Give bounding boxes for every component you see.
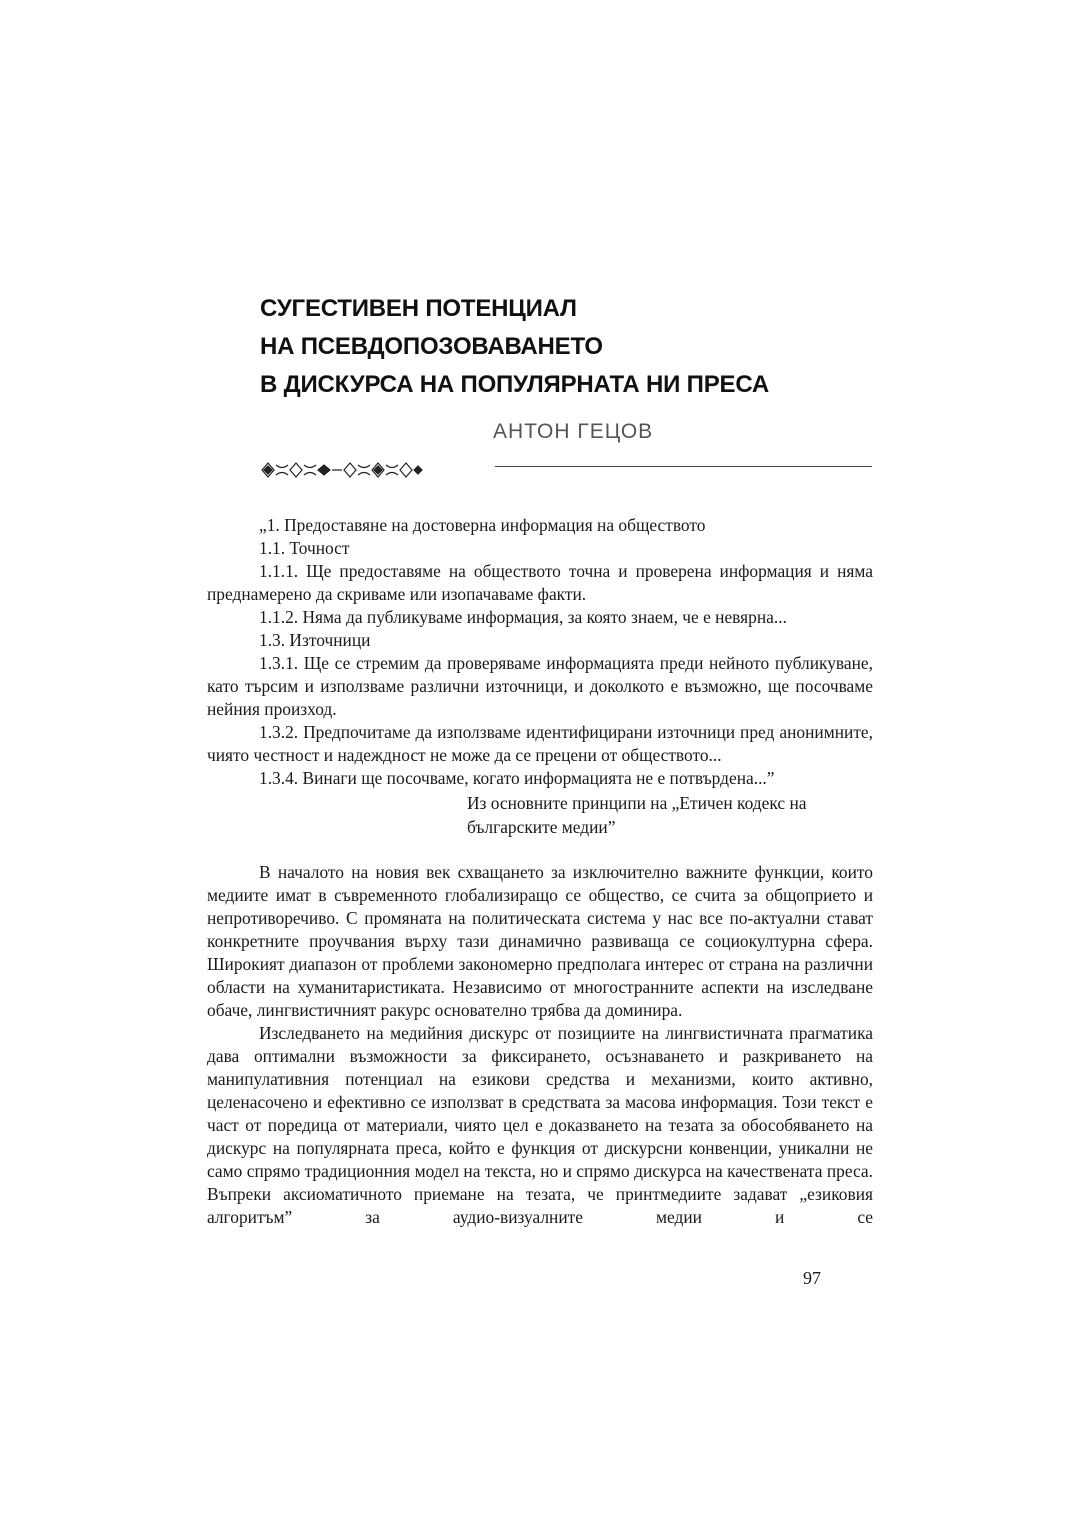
epigraph-line: „1. Предоставяне на достоверна информация на обществото <box>259 515 706 535</box>
decorative-ornament-icon <box>260 457 425 483</box>
attribution-line: българските медии” <box>467 817 616 837</box>
article-title <box>260 290 900 404</box>
epigraph-line: 1.3. Източници <box>259 630 371 650</box>
epigraph-line: 1.1.2. Няма да публикуваме информация, за която знаем, че е невярна... <box>259 607 787 627</box>
epigraph <box>207 514 873 790</box>
epigraph-line: 1.1. Точност <box>259 538 350 558</box>
title-line: В ДИСКУРСА НА ПОПУЛЯРНАТА НИ ПРЕСА <box>260 371 770 398</box>
epigraph-line: 1.3.2. Предпочитаме да използваме идентифицирани източници пред анонимните, чиято честност и надеждност не може да се прецени от обществото... <box>207 722 873 765</box>
title-line: НА ПСЕВДОПОЗОВАВАНЕТО <box>260 333 603 360</box>
body-text <box>207 861 873 1229</box>
title-rule <box>495 466 872 467</box>
attribution-line: Из основните принципи на „Етичен кодекс на <box>467 793 807 813</box>
author-name: АНТОН ГЕЦОВ <box>493 420 654 443</box>
page-number: 97 <box>803 1268 821 1288</box>
body-paragraph: В началото на новия век схващането за изключително важните функции, които медиите имат в съвременното глобализиращо се общество, се счита за общоприето и непротиворечиво. С промяната на политическата система у нас все по-актуални стават конкретните проучвания върху тази динамично развиваща се социокултурна сфера. Широкият диапазон от проблеми закономерно предполага интерес от страна на различни области на хуманитаристиката. Независимо от многостранните аспекти на изследване обаче, лингвистичният ракурс основателно трябва да доминира. <box>207 862 873 1020</box>
epigraph-line: 1.3.1. Ще се стремим да проверяваме информацията преди нейното публикуване, като търсим и използваме различни източници, и доколкото е възможно, ще посочваме нейния произход. <box>207 653 873 719</box>
epigraph-attribution <box>467 791 887 839</box>
body-paragraph: Изследването на медийния дискурс от позициите на лингвистичната прагматика дава оптимални възможности за фиксирането, осъзнаването и разкриването на манипулативния потенциал на езикови средства и механизми, които активно, целенасочено и ефективно се използват в средствата за масова информация. Този текст е част от поредица от материали, чиято цел е доказването на тезата за обособяването на дискурс на популярната преса, който е функция от дискурсни конвенции, уникални не само спрямо традиционния модел на текста, но и спрямо дискурса на качествената преса. Въпреки аксиоматичното приемане на тезата, че принтмедиите задават „езиковия алгоритъм” за аудио-визуалните медии и се <box>207 1023 873 1227</box>
epigraph-line: 1.1.1. Ще предоставяме на обществото точна и проверена информация и няма преднамерено да скриваме или изопачаваме факти. <box>207 561 873 604</box>
epigraph-line: 1.3.4. Винаги ще посочваме, когато информацията не е потвърдена...” <box>259 768 775 788</box>
title-line: СУГЕСТИВЕН ПОТЕНЦИАЛ <box>260 295 577 322</box>
